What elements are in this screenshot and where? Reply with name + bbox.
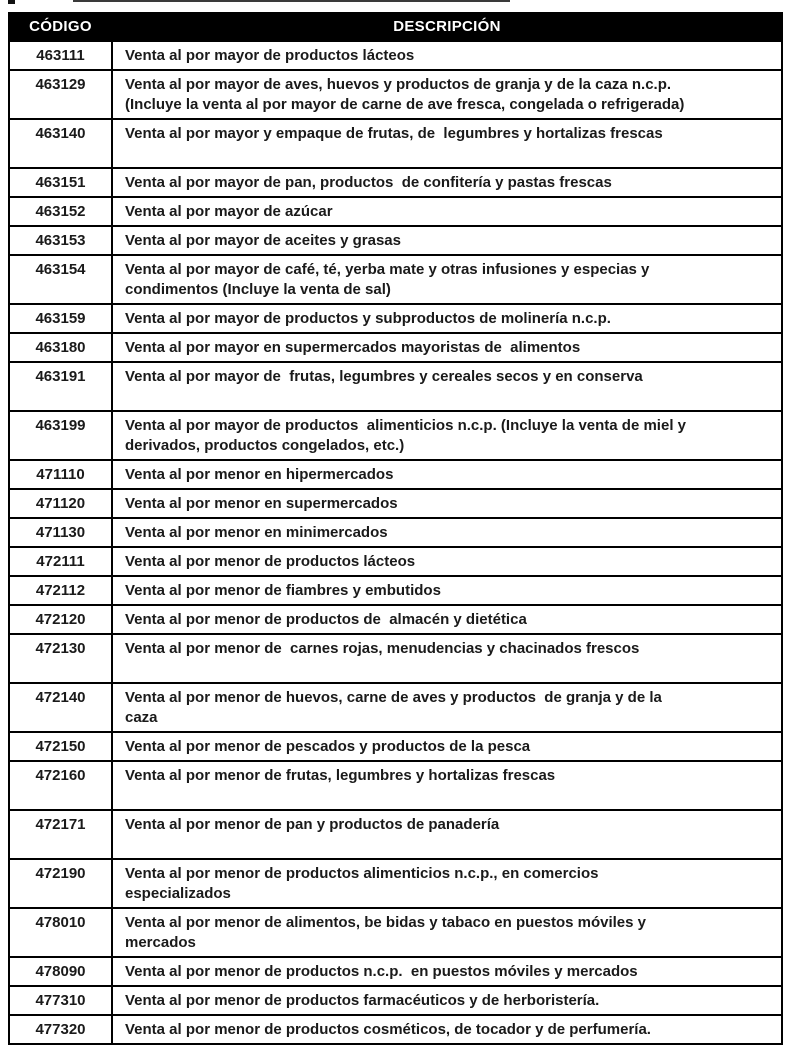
table-row xyxy=(9,732,782,761)
description-line: Venta al por menor de productos cosméticos, de tocador y de perfumería. xyxy=(125,1021,651,1038)
description-cell xyxy=(112,489,782,518)
description-line: Venta al por mayor de productos lácteos xyxy=(125,47,415,64)
table-row xyxy=(9,119,782,168)
description-cell xyxy=(112,761,782,810)
description-line: Venta al por menor de productos farmacéuticos y de herboristería. xyxy=(125,992,600,1009)
descripcion-column-header: DESCRIPCIÓN xyxy=(112,13,782,41)
description-cell xyxy=(112,119,782,168)
description-line: Venta al por menor de productos n.c.p. en puestos móviles y mercados xyxy=(125,963,638,980)
table-row xyxy=(9,683,782,732)
scan-artifact-corner xyxy=(8,0,15,4)
description-line xyxy=(125,659,771,679)
description-line: Venta al por menor de pescados y productos de la pesca xyxy=(125,738,531,755)
description-cell xyxy=(112,168,782,197)
description-cell xyxy=(112,518,782,547)
table-row xyxy=(9,489,782,518)
code-cell: 463180 xyxy=(9,333,112,362)
description-cell xyxy=(112,304,782,333)
code-cell: 472171 xyxy=(9,810,112,859)
code-cell: 463199 xyxy=(9,411,112,460)
description-line: Venta al por menor de carnes rojas, menudencias y chacinados frescos xyxy=(125,640,640,657)
code-cell: 463153 xyxy=(9,226,112,255)
table-row xyxy=(9,226,782,255)
description-cell xyxy=(112,810,782,859)
description-line: Venta al por mayor en supermercados mayoristas de alimentos xyxy=(125,339,581,356)
description-line: Venta al por menor de fiambres y embutidos xyxy=(125,582,441,599)
header-row xyxy=(9,13,782,41)
description-line: Venta al por mayor de productos alimenticios n.c.p. (Incluye la venta de miel y xyxy=(125,417,686,434)
description-line: caza xyxy=(125,709,158,726)
code-cell: 463129 xyxy=(9,70,112,119)
table-row xyxy=(9,859,782,908)
code-cell: 472120 xyxy=(9,605,112,634)
description-cell xyxy=(112,634,782,683)
table-body xyxy=(9,41,782,1044)
description-cell xyxy=(112,986,782,1015)
code-cell: 471130 xyxy=(9,518,112,547)
description-cell xyxy=(112,859,782,908)
code-cell: 472160 xyxy=(9,761,112,810)
description-line: Venta al por menor de productos de almacén y dietética xyxy=(125,611,527,628)
description-line: Venta al por mayor de aceites y grasas xyxy=(125,232,401,249)
description-line: Venta al por mayor de aves, huevos y productos de granja y de la caza n.c.p. xyxy=(125,76,672,93)
codigo-column-header: CÓDIGO xyxy=(9,13,112,41)
table-row xyxy=(9,810,782,859)
description-line: Venta al por mayor de azúcar xyxy=(125,203,333,220)
description-cell xyxy=(112,1015,782,1044)
description-line: Venta al por menor en hipermercados xyxy=(125,466,394,483)
table-row xyxy=(9,255,782,304)
description-line: condimentos (Incluye la venta de sal) xyxy=(125,281,391,298)
code-cell: 478090 xyxy=(9,957,112,986)
table-row xyxy=(9,460,782,489)
table-row xyxy=(9,986,782,1015)
description-cell xyxy=(112,70,782,119)
table-row xyxy=(9,576,782,605)
table-row xyxy=(9,1015,782,1044)
description-cell xyxy=(112,333,782,362)
code-cell: 463140 xyxy=(9,119,112,168)
description-cell xyxy=(112,255,782,304)
code-cell: 463152 xyxy=(9,197,112,226)
table-row xyxy=(9,333,782,362)
description-line xyxy=(125,387,771,407)
description-cell xyxy=(112,908,782,957)
description-line: Venta al por menor de productos alimenticios n.c.p., en comercios xyxy=(125,865,599,882)
table-row xyxy=(9,908,782,957)
description-cell xyxy=(112,226,782,255)
description-line: especializados xyxy=(125,885,231,902)
description-cell xyxy=(112,605,782,634)
description-cell xyxy=(112,411,782,460)
description-line: Venta al por mayor de café, té, yerba mate y otras infusiones y especias y xyxy=(125,261,650,278)
description-cell xyxy=(112,683,782,732)
description-line xyxy=(125,835,771,855)
code-cell: 471110 xyxy=(9,460,112,489)
code-cell: 472150 xyxy=(9,732,112,761)
table-row xyxy=(9,411,782,460)
description-line: Venta al por menor de huevos, carne de aves y productos de granja y de la xyxy=(125,689,662,706)
code-cell: 472130 xyxy=(9,634,112,683)
description-cell xyxy=(112,547,782,576)
code-cell: 472111 xyxy=(9,547,112,576)
table-row xyxy=(9,41,782,70)
code-cell: 471120 xyxy=(9,489,112,518)
table-row xyxy=(9,304,782,333)
table-row xyxy=(9,957,782,986)
description-cell xyxy=(112,576,782,605)
code-cell: 477320 xyxy=(9,1015,112,1044)
code-cell: 478010 xyxy=(9,908,112,957)
description-line: Venta al por menor de frutas, legumbres y hortalizas frescas xyxy=(125,767,556,784)
description-line: Venta al por menor de alimentos, be bidas y tabaco en puestos móviles y xyxy=(125,914,646,931)
description-cell xyxy=(112,957,782,986)
description-line xyxy=(125,786,771,806)
description-line: Venta al por menor en minimercados xyxy=(125,524,388,541)
description-line: mercados xyxy=(125,934,196,951)
table-row xyxy=(9,362,782,411)
code-cell: 477310 xyxy=(9,986,112,1015)
code-cell: 463151 xyxy=(9,168,112,197)
table-row xyxy=(9,197,782,226)
code-cell: 463111 xyxy=(9,41,112,70)
description-cell xyxy=(112,732,782,761)
table-row xyxy=(9,168,782,197)
table-row xyxy=(9,761,782,810)
description-cell xyxy=(112,460,782,489)
description-cell xyxy=(112,197,782,226)
description-line xyxy=(125,144,771,164)
description-line: derivados, productos congelados, etc.) xyxy=(125,437,405,454)
description-line: Venta al por menor en supermercados xyxy=(125,495,398,512)
code-cell: 472112 xyxy=(9,576,112,605)
description-line: Venta al por menor de pan y productos de panadería xyxy=(125,816,500,833)
scan-artifact-bar xyxy=(73,0,510,2)
table-row xyxy=(9,518,782,547)
table-row xyxy=(9,547,782,576)
code-cell: 472140 xyxy=(9,683,112,732)
code-cell: 472190 xyxy=(9,859,112,908)
description-line: Venta al por menor de productos lácteos xyxy=(125,553,416,570)
table-row xyxy=(9,70,782,119)
activity-codes-table xyxy=(8,12,783,1045)
description-cell xyxy=(112,41,782,70)
description-line: Venta al por mayor de pan, productos de confitería y pastas frescas xyxy=(125,174,612,191)
code-cell: 463154 xyxy=(9,255,112,304)
description-line: Venta al por mayor y empaque de frutas, de legumbres y hortalizas frescas xyxy=(125,125,663,142)
description-line: Venta al por mayor de productos y subproductos de molinería n.c.p. xyxy=(125,310,611,327)
code-cell: 463159 xyxy=(9,304,112,333)
code-cell: 463191 xyxy=(9,362,112,411)
table-row xyxy=(9,605,782,634)
table-row xyxy=(9,634,782,683)
description-cell xyxy=(112,362,782,411)
description-line: (Incluye la venta al por mayor de carne de ave fresca, congelada o refrigerada) xyxy=(125,96,685,113)
description-line: Venta al por mayor de frutas, legumbres y cereales secos y en conserva xyxy=(125,368,643,385)
